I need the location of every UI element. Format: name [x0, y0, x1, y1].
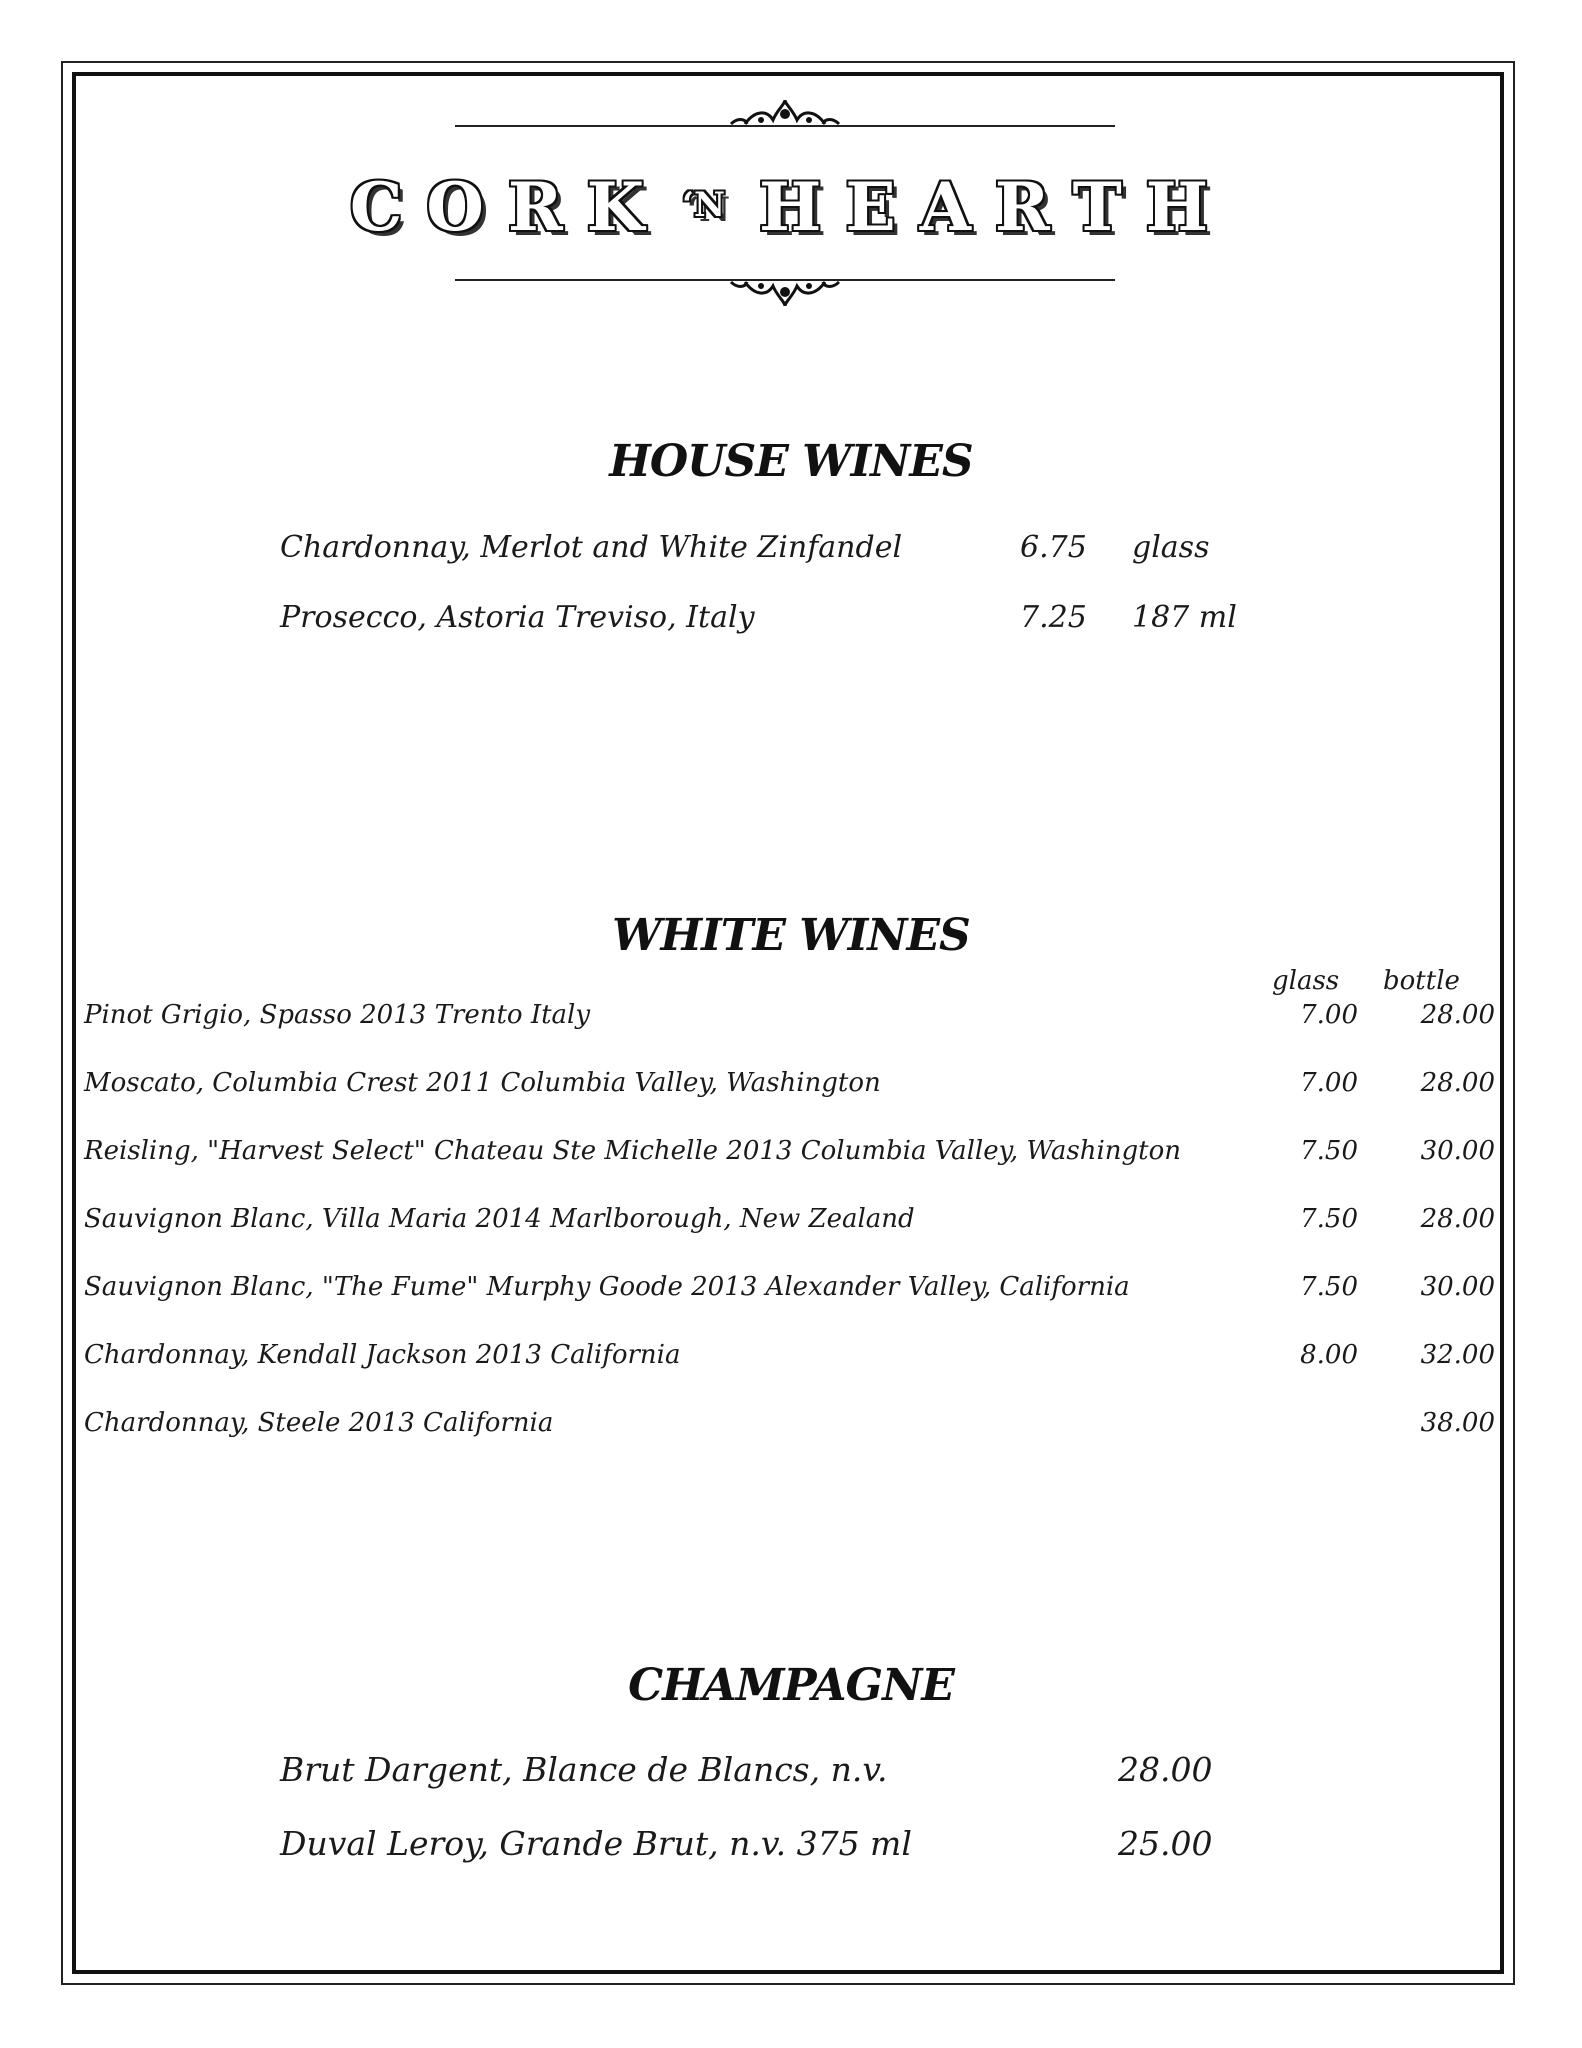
wine-unit: glass	[1132, 530, 1210, 565]
wine-name: Brut Dargent, Blance de Blancs, n.v.	[280, 1750, 888, 1789]
wine-name: Chardonnay, Merlot and White Zinfandel	[280, 530, 903, 565]
wine-name: Moscato, Columbia Crest 2011 Columbia Valley, Washington	[84, 1068, 881, 1098]
list-item	[280, 600, 1280, 640]
wine-price: 28.00	[1118, 1750, 1213, 1789]
list-item	[280, 1750, 1280, 1796]
table-row	[84, 1272, 1504, 1308]
table-row	[84, 1204, 1504, 1240]
column-header-bottle: bottle	[1383, 966, 1460, 996]
flourish-top-icon	[455, 96, 1115, 136]
glass-price: 8.00	[1300, 1340, 1358, 1370]
list-item	[280, 1824, 1280, 1870]
bottle-price: 30.00	[1420, 1272, 1495, 1302]
champagne-title: CHAMPAGNE	[628, 1660, 954, 1711]
table-row	[84, 1068, 1504, 1104]
glass-price: 7.00	[1300, 1000, 1358, 1030]
wine-name: Chardonnay, Steele 2013 California	[84, 1408, 554, 1438]
table-row	[84, 1136, 1504, 1172]
glass-price: 7.00	[1300, 1068, 1358, 1098]
wine-name: Chardonnay, Kendall Jackson 2013 California	[84, 1340, 681, 1370]
wine-name: Duval Leroy, Grande Brut, n.v. 375 ml	[280, 1824, 912, 1863]
wine-price: 6.75	[1020, 530, 1087, 565]
bottle-price: 30.00	[1420, 1136, 1495, 1166]
bottle-price: 28.00	[1420, 1068, 1495, 1098]
wine-price: 7.25	[1020, 600, 1087, 635]
wine-price: 25.00	[1118, 1824, 1213, 1863]
white-wines-title: WHITE WINES	[612, 910, 970, 961]
wine-unit: 187 ml	[1132, 600, 1237, 635]
wine-name: Prosecco, Astoria Treviso, Italy	[280, 600, 755, 635]
bottle-price: 28.00	[1420, 1000, 1495, 1030]
bottle-price: 38.00	[1420, 1408, 1495, 1438]
brand-word-hearth: HEARTH	[759, 168, 1233, 246]
column-header-glass: glass	[1272, 966, 1340, 996]
wine-name: Pinot Grigio, Spasso 2013 Trento Italy	[84, 1000, 591, 1030]
glass-price: 7.50	[1300, 1204, 1358, 1234]
wine-name: Sauvignon Blanc, Villa Maria 2014 Marlborough, New Zealand	[84, 1204, 915, 1234]
wine-name: Sauvignon Blanc, "The Fume" Murphy Goode 2013 Alexander Valley, California	[84, 1272, 1130, 1302]
table-row	[84, 1340, 1504, 1376]
wine-name: Reisling, "Harvest Select" Chateau Ste Michelle 2013 Columbia Valley, Washington	[84, 1136, 1182, 1166]
house-wines-title: HOUSE WINES	[609, 436, 973, 487]
flourish-bottom-icon	[455, 272, 1115, 312]
list-item	[280, 530, 1280, 570]
glass-price: 7.50	[1300, 1272, 1358, 1302]
table-row	[84, 1000, 1504, 1036]
bottle-price: 28.00	[1420, 1204, 1495, 1234]
bottle-price: 32.00	[1420, 1340, 1495, 1370]
brand-word-cork: CORK	[349, 168, 669, 246]
brand-word-n: ‘N	[682, 185, 726, 225]
glass-price: 7.50	[1300, 1136, 1358, 1166]
table-row	[84, 1408, 1504, 1444]
restaurant-logo	[0, 168, 1582, 246]
